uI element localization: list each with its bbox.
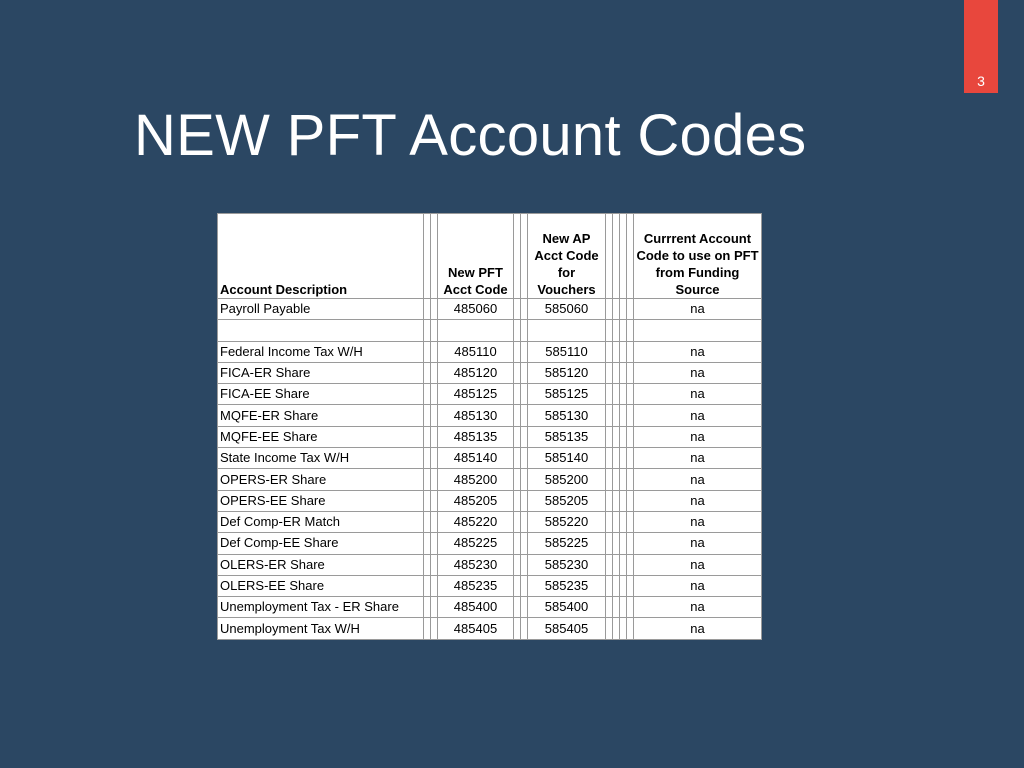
- row-new-pft-code: 485225: [438, 533, 514, 554]
- spacer-cell: [514, 597, 521, 618]
- row-new-pft-code: 485135: [438, 426, 514, 447]
- spacer-cell: [606, 511, 613, 532]
- row-new-pft-code: 485235: [438, 575, 514, 596]
- spacer-cell: [521, 214, 528, 299]
- spacer-cell: [627, 299, 634, 320]
- spacer-cell: [431, 362, 438, 383]
- header-current-account-code: Currrent Account Code to use on PFT from Funding Source: [634, 214, 762, 299]
- spacer-cell: [620, 362, 627, 383]
- spacer-cell: [606, 533, 613, 554]
- spacer-cell: [521, 426, 528, 447]
- spacer-cell: [613, 448, 620, 469]
- spacer-cell: [431, 554, 438, 575]
- table-row: [218, 618, 762, 639]
- spacer-cell: [521, 320, 528, 341]
- row-current-account-code: na: [634, 426, 762, 447]
- spacer-cell: [606, 469, 613, 490]
- row-new-pft-code: 485130: [438, 405, 514, 426]
- spacer-cell: [521, 490, 528, 511]
- row-new-ap-code: 585130: [528, 405, 606, 426]
- spacer-cell: [424, 384, 431, 405]
- spacer-cell: [613, 533, 620, 554]
- row-new-pft-code: 485140: [438, 448, 514, 469]
- spacer-cell: [514, 533, 521, 554]
- table-row: [218, 490, 762, 511]
- spacer-cell: [431, 533, 438, 554]
- spacer-cell: [627, 554, 634, 575]
- spacer-cell: [620, 405, 627, 426]
- spacer-cell: [620, 299, 627, 320]
- spacer-cell: [613, 575, 620, 596]
- spacer-cell: [613, 597, 620, 618]
- table-row: [218, 405, 762, 426]
- row-new-pft-code: 485060: [438, 299, 514, 320]
- row-new-ap-code: 585060: [528, 299, 606, 320]
- spacer-cell: [620, 490, 627, 511]
- spacer-cell: [606, 554, 613, 575]
- table-row: [218, 554, 762, 575]
- spacer-cell: [521, 448, 528, 469]
- spacer-cell: [606, 341, 613, 362]
- spacer-cell: [424, 405, 431, 426]
- spacer-cell: [431, 490, 438, 511]
- table-row: [218, 320, 762, 341]
- row-new-ap-code: 585220: [528, 511, 606, 532]
- slide-number-tab: [964, 0, 998, 93]
- row-new-pft-code: 485405: [438, 618, 514, 639]
- row-current-account-code: na: [634, 554, 762, 575]
- table-row: [218, 299, 762, 320]
- row-new-ap-code: 585200: [528, 469, 606, 490]
- spacer-cell: [521, 511, 528, 532]
- spacer-cell: [606, 362, 613, 383]
- row-account-description: OLERS-ER Share: [218, 554, 424, 575]
- spacer-cell: [627, 575, 634, 596]
- spacer-cell: [620, 554, 627, 575]
- spacer-cell: [606, 575, 613, 596]
- spacer-cell: [424, 320, 431, 341]
- header-new-ap-code: New AP Acct Code for Vouchers: [528, 214, 606, 299]
- spacer-cell: [514, 575, 521, 596]
- table-row: [218, 469, 762, 490]
- spacer-cell: [431, 320, 438, 341]
- table-row: [218, 362, 762, 383]
- slide-title: NEW PFT Account Codes: [134, 103, 807, 168]
- table-row: [218, 448, 762, 469]
- spacer-cell: [431, 299, 438, 320]
- spacer-cell: [613, 299, 620, 320]
- spacer-cell: [627, 469, 634, 490]
- spacer-cell: [627, 384, 634, 405]
- spacer-cell: [521, 341, 528, 362]
- header-new-pft-code: New PFT Acct Code: [438, 214, 514, 299]
- row-account-description: Def Comp-ER Match: [218, 511, 424, 532]
- spacer-cell: [627, 597, 634, 618]
- table-row: [218, 384, 762, 405]
- row-account-description: OPERS-EE Share: [218, 490, 424, 511]
- spacer-cell: [613, 511, 620, 532]
- row-account-description: State Income Tax W/H: [218, 448, 424, 469]
- spacer-cell: [424, 469, 431, 490]
- spacer-cell: [521, 469, 528, 490]
- spacer-cell: [606, 299, 613, 320]
- spacer-cell: [514, 341, 521, 362]
- spacer-cell: [613, 405, 620, 426]
- row-current-account-code: na: [634, 341, 762, 362]
- table-row: [218, 426, 762, 447]
- row-current-account-code: na: [634, 384, 762, 405]
- spacer-cell: [514, 490, 521, 511]
- row-new-pft-code: 485110: [438, 341, 514, 362]
- row-new-pft-code: [438, 320, 514, 341]
- row-new-ap-code: 585225: [528, 533, 606, 554]
- spacer-cell: [620, 533, 627, 554]
- spacer-cell: [424, 511, 431, 532]
- row-new-pft-code: 485220: [438, 511, 514, 532]
- spacer-cell: [606, 384, 613, 405]
- spacer-cell: [424, 448, 431, 469]
- row-current-account-code: na: [634, 405, 762, 426]
- spacer-cell: [431, 511, 438, 532]
- row-current-account-code: na: [634, 362, 762, 383]
- spacer-cell: [627, 533, 634, 554]
- row-account-description: Federal Income Tax W/H: [218, 341, 424, 362]
- spacer-cell: [514, 320, 521, 341]
- row-account-description: [218, 320, 424, 341]
- row-new-ap-code: 585120: [528, 362, 606, 383]
- row-account-description: MQFE-ER Share: [218, 405, 424, 426]
- spacer-cell: [606, 214, 613, 299]
- spacer-cell: [521, 533, 528, 554]
- row-current-account-code: na: [634, 533, 762, 554]
- spacer-cell: [613, 362, 620, 383]
- spacer-cell: [424, 299, 431, 320]
- spacer-cell: [613, 490, 620, 511]
- spacer-cell: [627, 320, 634, 341]
- spacer-cell: [627, 341, 634, 362]
- spacer-cell: [620, 511, 627, 532]
- spacer-cell: [431, 426, 438, 447]
- spacer-cell: [431, 618, 438, 639]
- spacer-cell: [521, 362, 528, 383]
- row-current-account-code: na: [634, 299, 762, 320]
- spacer-cell: [521, 575, 528, 596]
- spacer-cell: [521, 384, 528, 405]
- spacer-cell: [620, 384, 627, 405]
- row-new-pft-code: 485120: [438, 362, 514, 383]
- slide-number: 3: [977, 73, 985, 89]
- spacer-cell: [606, 490, 613, 511]
- row-account-description: FICA-EE Share: [218, 384, 424, 405]
- row-current-account-code: na: [634, 490, 762, 511]
- spacer-cell: [620, 469, 627, 490]
- row-new-ap-code: 585400: [528, 597, 606, 618]
- table-row: [218, 597, 762, 618]
- spacer-cell: [613, 341, 620, 362]
- row-current-account-code: [634, 320, 762, 341]
- spacer-cell: [514, 362, 521, 383]
- spacer-cell: [627, 448, 634, 469]
- spacer-cell: [424, 341, 431, 362]
- spacer-cell: [514, 448, 521, 469]
- row-current-account-code: na: [634, 618, 762, 639]
- spacer-cell: [613, 618, 620, 639]
- row-account-description: Payroll Payable: [218, 299, 424, 320]
- spacer-cell: [613, 214, 620, 299]
- row-account-description: OLERS-EE Share: [218, 575, 424, 596]
- row-account-description: Unemployment Tax - ER Share: [218, 597, 424, 618]
- account-codes-table: [217, 213, 762, 640]
- spacer-cell: [514, 554, 521, 575]
- spacer-cell: [514, 384, 521, 405]
- spacer-cell: [613, 469, 620, 490]
- row-current-account-code: na: [634, 448, 762, 469]
- spacer-cell: [514, 511, 521, 532]
- spacer-cell: [521, 597, 528, 618]
- spacer-cell: [606, 320, 613, 341]
- row-new-ap-code: 585135: [528, 426, 606, 447]
- spacer-cell: [606, 426, 613, 447]
- row-account-description: Def Comp-EE Share: [218, 533, 424, 554]
- spacer-cell: [424, 618, 431, 639]
- spacer-cell: [521, 299, 528, 320]
- spacer-cell: [514, 426, 521, 447]
- row-new-ap-code: 585405: [528, 618, 606, 639]
- spacer-cell: [431, 405, 438, 426]
- spacer-cell: [620, 597, 627, 618]
- spacer-cell: [431, 448, 438, 469]
- spacer-cell: [613, 554, 620, 575]
- table-header-row: [218, 214, 762, 299]
- spacer-cell: [514, 469, 521, 490]
- spacer-cell: [521, 405, 528, 426]
- spacer-cell: [627, 618, 634, 639]
- spacer-cell: [620, 320, 627, 341]
- spacer-cell: [627, 490, 634, 511]
- table-row: [218, 511, 762, 532]
- spacer-cell: [424, 533, 431, 554]
- spacer-cell: [514, 618, 521, 639]
- spacer-cell: [620, 214, 627, 299]
- row-new-ap-code: 585125: [528, 384, 606, 405]
- row-current-account-code: na: [634, 575, 762, 596]
- spacer-cell: [514, 214, 521, 299]
- spacer-cell: [620, 575, 627, 596]
- spacer-cell: [606, 448, 613, 469]
- spacer-cell: [620, 426, 627, 447]
- spacer-cell: [424, 426, 431, 447]
- row-new-pft-code: 485400: [438, 597, 514, 618]
- spacer-cell: [606, 405, 613, 426]
- row-new-ap-code: 585110: [528, 341, 606, 362]
- spacer-cell: [627, 214, 634, 299]
- spacer-cell: [613, 426, 620, 447]
- spacer-cell: [431, 469, 438, 490]
- row-new-pft-code: 485125: [438, 384, 514, 405]
- spacer-cell: [424, 554, 431, 575]
- spacer-cell: [521, 554, 528, 575]
- row-account-description: FICA-ER Share: [218, 362, 424, 383]
- row-new-ap-code: 585205: [528, 490, 606, 511]
- spacer-cell: [606, 597, 613, 618]
- spacer-cell: [424, 362, 431, 383]
- row-account-description: MQFE-EE Share: [218, 426, 424, 447]
- table-row: [218, 575, 762, 596]
- row-new-ap-code: 585230: [528, 554, 606, 575]
- table-row: [218, 341, 762, 362]
- spacer-cell: [424, 597, 431, 618]
- row-new-ap-code: 585235: [528, 575, 606, 596]
- row-new-ap-code: 585140: [528, 448, 606, 469]
- spacer-cell: [620, 341, 627, 362]
- spacer-cell: [431, 575, 438, 596]
- spacer-cell: [431, 597, 438, 618]
- spacer-cell: [431, 341, 438, 362]
- spacer-cell: [514, 299, 521, 320]
- table-row: [218, 533, 762, 554]
- spacer-cell: [431, 384, 438, 405]
- spacer-cell: [627, 405, 634, 426]
- spacer-cell: [424, 575, 431, 596]
- spacer-cell: [627, 362, 634, 383]
- spacer-cell: [620, 618, 627, 639]
- spacer-cell: [424, 490, 431, 511]
- spacer-cell: [627, 426, 634, 447]
- row-account-description: OPERS-ER Share: [218, 469, 424, 490]
- spacer-cell: [514, 405, 521, 426]
- row-new-pft-code: 485205: [438, 490, 514, 511]
- row-new-pft-code: 485200: [438, 469, 514, 490]
- row-current-account-code: na: [634, 511, 762, 532]
- row-account-description: Unemployment Tax W/H: [218, 618, 424, 639]
- row-new-pft-code: 485230: [438, 554, 514, 575]
- spacer-cell: [521, 618, 528, 639]
- spacer-cell: [424, 214, 431, 299]
- spacer-cell: [613, 320, 620, 341]
- header-account-description: Account Description: [218, 214, 424, 299]
- row-current-account-code: na: [634, 469, 762, 490]
- spacer-cell: [431, 214, 438, 299]
- spacer-cell: [620, 448, 627, 469]
- spacer-cell: [613, 384, 620, 405]
- row-current-account-code: na: [634, 597, 762, 618]
- spacer-cell: [606, 618, 613, 639]
- spacer-cell: [627, 511, 634, 532]
- row-new-ap-code: [528, 320, 606, 341]
